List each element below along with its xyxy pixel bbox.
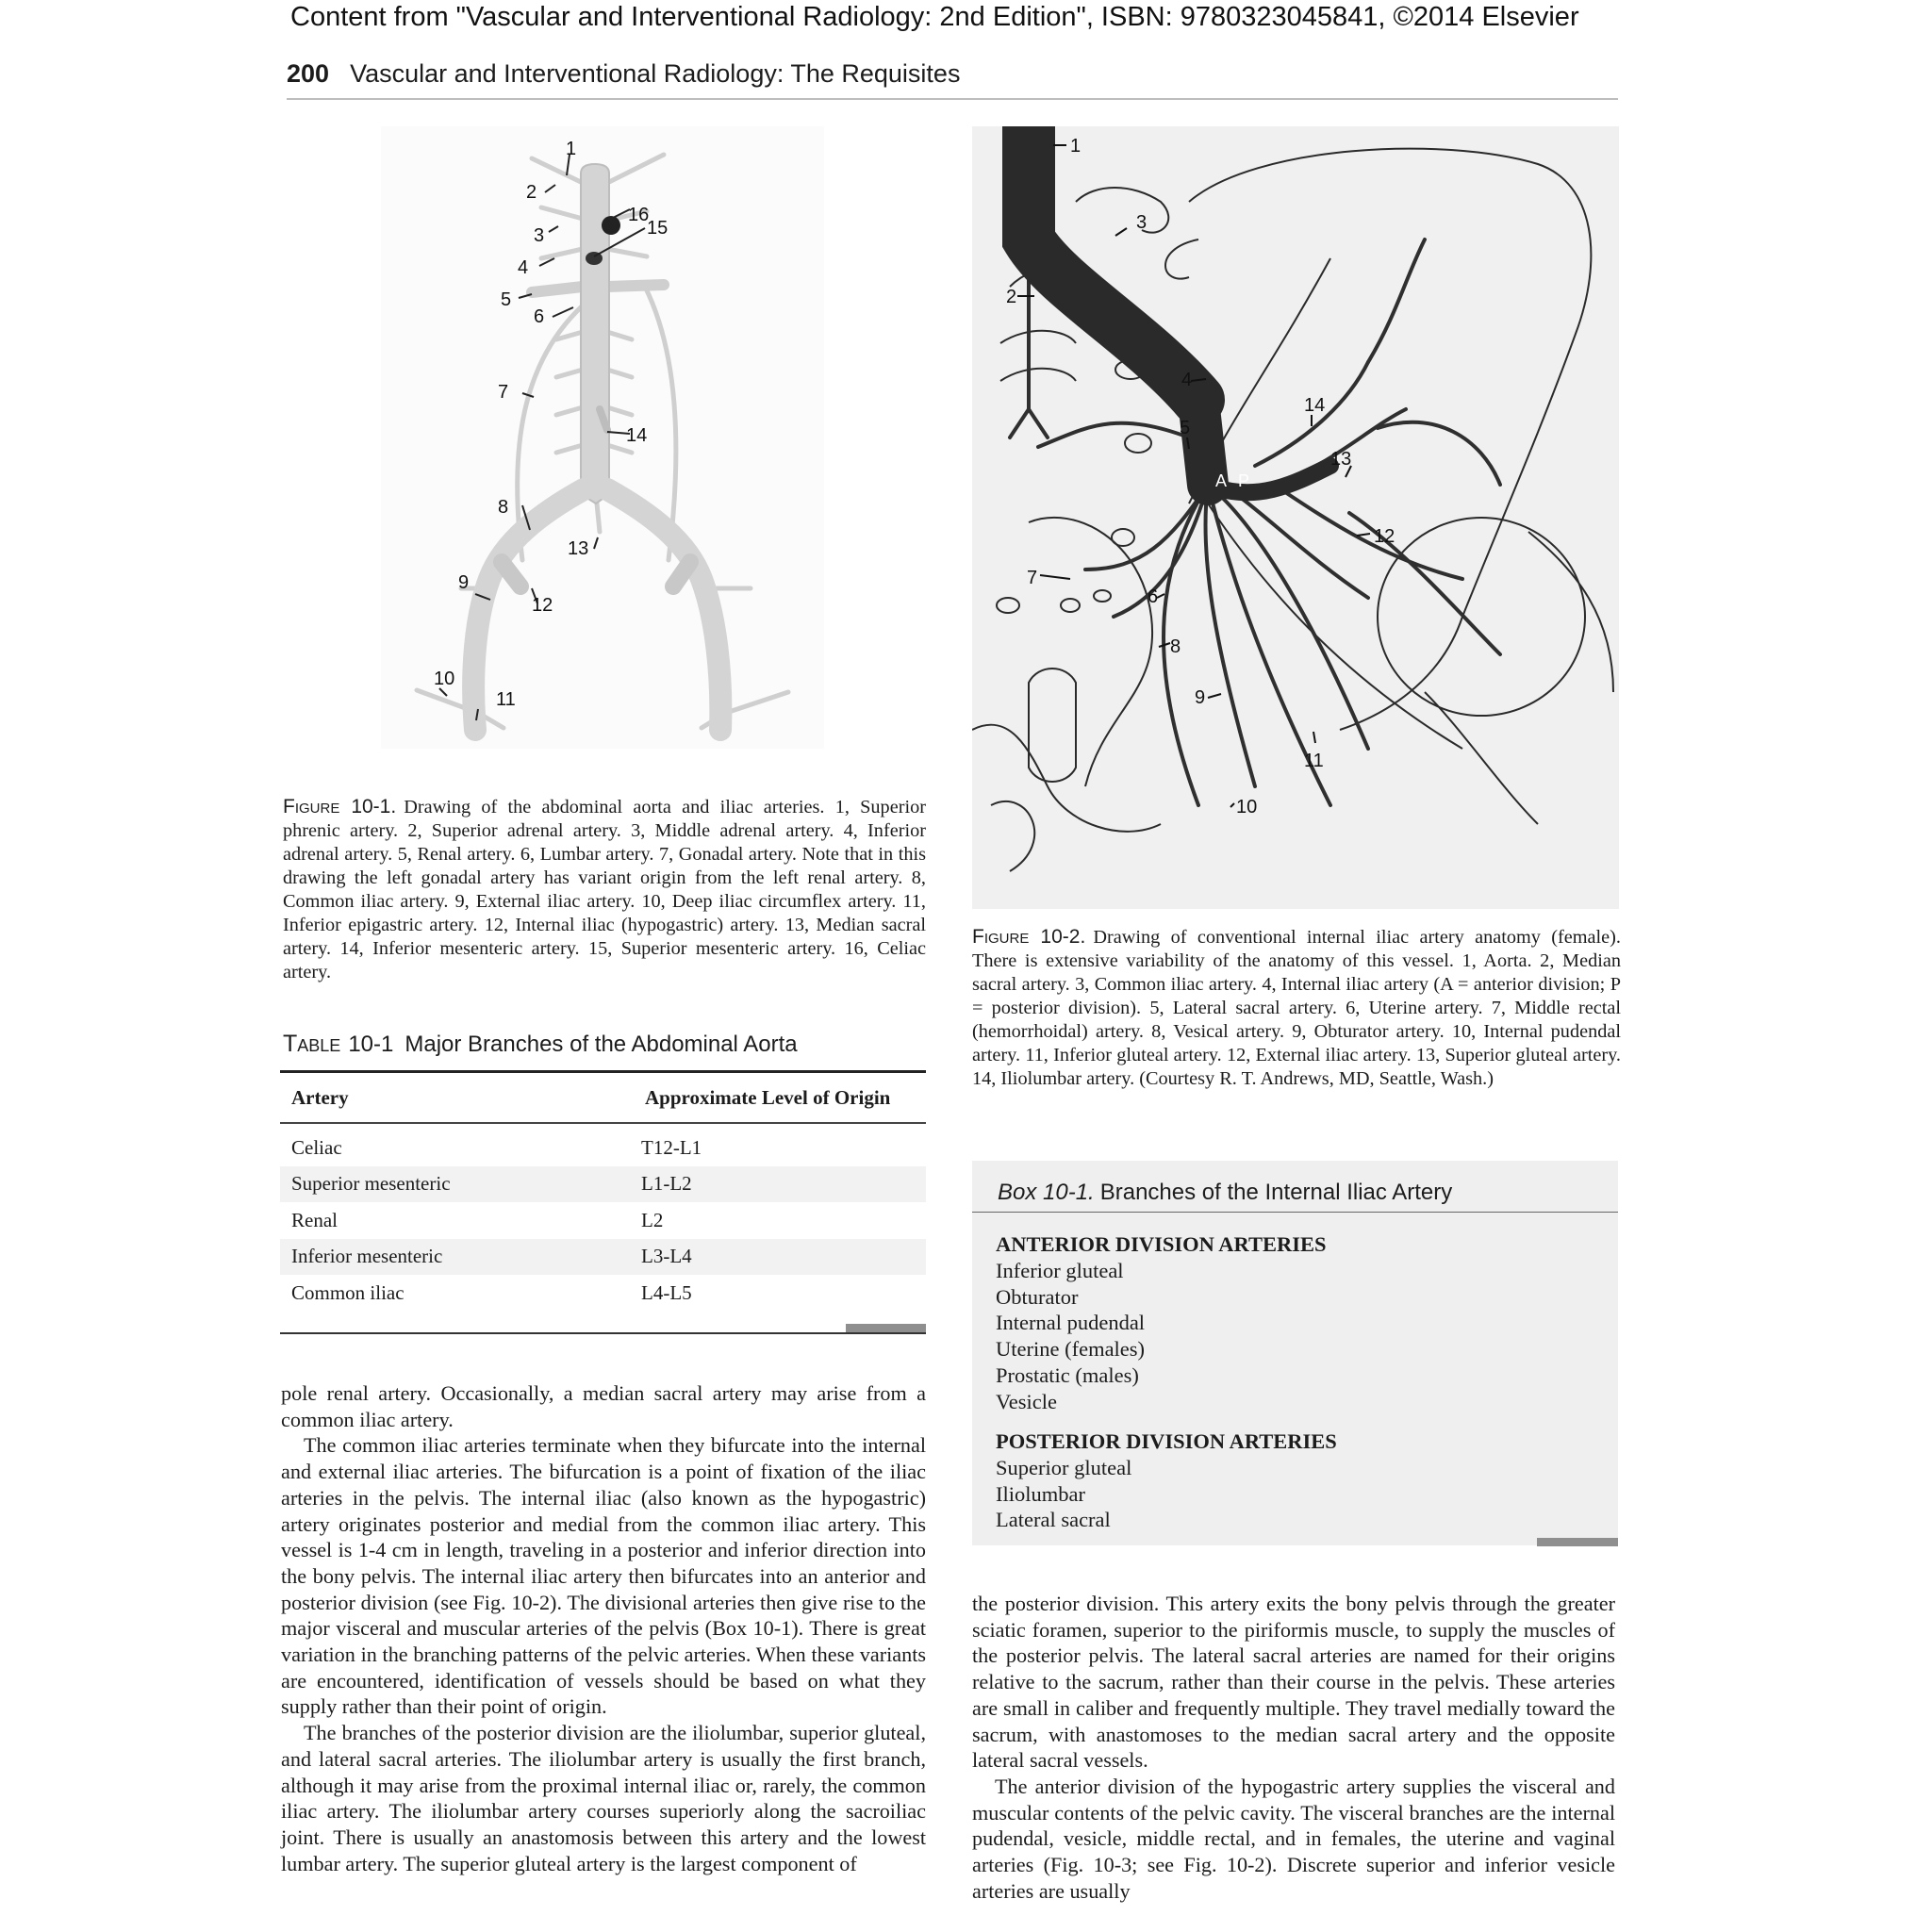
book-title: Vascular and Interventional Radiology: The Requisites xyxy=(350,59,961,88)
fig2-label-7: 7 xyxy=(1027,568,1038,588)
table-bottom-rule xyxy=(280,1332,926,1334)
level-cell: T12-L1 xyxy=(641,1135,702,1159)
fig1-label-2: 2 xyxy=(526,182,537,203)
box-anterior-section xyxy=(996,1231,1327,1415)
body-text-right-column xyxy=(972,1591,1615,1904)
fig1-label-13: 13 xyxy=(568,538,589,559)
figure-10-1-label: Figure 10-1. xyxy=(283,796,397,817)
fig2-label-10: 10 xyxy=(1236,797,1258,817)
box-label: Box 10-1. xyxy=(998,1180,1095,1205)
artery-cell: Common iliac xyxy=(291,1280,405,1304)
table-end-mark xyxy=(846,1324,926,1332)
figure-10-2-caption xyxy=(972,925,1621,1091)
fig1-label-15: 15 xyxy=(647,218,669,239)
fig1-label-4: 4 xyxy=(518,257,529,278)
fig2-label-12: 12 xyxy=(1374,526,1395,547)
fig1-label-3: 3 xyxy=(534,225,545,246)
table-10-1-title xyxy=(283,1031,798,1058)
fig2-label-anterior-division: A xyxy=(1215,471,1228,490)
fig1-label-11: 11 xyxy=(496,689,516,710)
table-row xyxy=(280,1123,926,1166)
page-number: 200 xyxy=(287,59,330,88)
figure-10-2-pelvic-arteries-drawing xyxy=(972,126,1619,909)
figure-10-2-label: Figure 10-2. xyxy=(972,926,1086,948)
body-paragraph: The anterior division of the hypogastric artery supplies the visceral and muscular contents of the pelvic cavity. The visceral branches are the internal pudendal, vesicle, middle rectal, and in females, the uterine and vaginal arteries (Fig. 10-3; see Fig. 10-2). Discrete superior and inferior vesicle arteries are usually xyxy=(972,1774,1615,1903)
box-list-item: Obturator xyxy=(996,1284,1079,1309)
box-list-item: Superior gluteal xyxy=(996,1455,1132,1479)
header-rule xyxy=(287,98,1618,100)
body-text-left-column xyxy=(281,1380,926,1876)
fig1-label-6: 6 xyxy=(534,306,545,327)
fig2-label-1: 1 xyxy=(1070,136,1082,157)
figure-10-1-caption-text: Drawing of the abdominal aorta and iliac arteries. 1, Superior phrenic artery. 2, Superior adrenal artery. 3, Middle adrenal artery. 4, Inferior adrenal artery. 5, Renal artery. 6, Lumbar artery. 7, Gonadal artery. Note that in this drawing the left gonadal artery has variant origin from the left renal artery. 8, Common iliac artery. 9, External iliac artery. 10, Deep iliac circumflex artery. 11, Inferior epigastric artery. 12, Internal iliac (hypogastric) artery. 13, Median sacral artery. 14, Inferior mesenteric artery. 15, Superior mesenteric artery. 16, Celiac artery. xyxy=(283,797,926,983)
table-row xyxy=(280,1202,926,1239)
fig1-label-7: 7 xyxy=(498,382,509,403)
box-list-item: Iliolumbar xyxy=(996,1481,1085,1506)
running-head xyxy=(287,59,960,89)
fig2-label-6: 6 xyxy=(1148,586,1159,607)
fig1-label-9: 9 xyxy=(458,572,470,593)
figure-10-1-aorta-drawing xyxy=(381,126,824,749)
fig2-label-2: 2 xyxy=(1006,287,1017,307)
fig2-label-4: 4 xyxy=(1181,370,1193,390)
fig1-label-5: 5 xyxy=(501,289,512,310)
fig2-label-8: 8 xyxy=(1170,636,1181,657)
artery-cell: Inferior mesenteric xyxy=(280,1239,634,1276)
box-list-item: Lateral sacral xyxy=(996,1508,1111,1532)
body-paragraph: The branches of the posterior division are the iliolumbar, superior gluteal, and lateral sacral arteries. The iliolumbar artery is usually the first branch, although it may arise from the proximal internal iliac or, rarely, the common iliac artery. The iliolumbar artery courses superiorly along the sacroiliac joint. There is usually an anastomosis between this artery and the lowest lumbar artery. The superior gluteal artery is the largest component of xyxy=(281,1721,926,1875)
box-title-text: Branches of the Internal Iliac Artery xyxy=(1099,1180,1453,1205)
fig2-label-13: 13 xyxy=(1330,449,1352,470)
column-header-artery: Artery xyxy=(280,1072,634,1124)
box-list-item: Inferior gluteal xyxy=(996,1258,1124,1282)
box-list-item: Internal pudendal xyxy=(996,1311,1146,1335)
aorta-branches-table xyxy=(280,1070,926,1312)
fig1-label-12: 12 xyxy=(532,595,553,616)
level-cell: L4-L5 xyxy=(641,1280,692,1304)
table-title-text: Major Branches of the Abdominal Aorta xyxy=(405,1032,798,1057)
table-label: Table xyxy=(283,1031,341,1057)
box-anterior-heading: ANTERIOR DIVISION ARTERIES xyxy=(996,1232,1327,1256)
column-header-level: Approximate Level of Origin xyxy=(634,1072,926,1124)
fig2-label-14: 14 xyxy=(1304,395,1326,416)
level-cell: L2 xyxy=(641,1208,664,1231)
box-end-mark xyxy=(1537,1538,1618,1546)
fig2-label-9: 9 xyxy=(1195,687,1206,708)
table-header-row xyxy=(280,1072,926,1124)
table-row xyxy=(280,1275,926,1312)
source-banner: Content from "Vascular and Interventional Radiology: 2nd Edition", ISBN: 9780323045841, ©2014 Elsevier xyxy=(290,2,1579,32)
box-posterior-section xyxy=(996,1428,1337,1533)
fig1-label-8: 8 xyxy=(498,497,509,518)
box-10-1-title xyxy=(998,1180,1452,1206)
table-number: 10-1 xyxy=(348,1032,394,1057)
artery-cell: Superior mesenteric xyxy=(280,1166,634,1203)
body-paragraph: the posterior division. This artery exits the bony pelvis through the greater sciatic foramen, superior to the piriformis muscle, to supply the muscles of the posterior pelvis. The lateral sacral arteries are named for their origins relative to the sacrum, rather than their course in the pelvis. These arteries are small in caliber and frequently multiple. They travel medially toward the sacrum, with anastomoses to the median sacral artery and the opposite lateral sacral vessels. xyxy=(972,1592,1615,1773)
figure-10-1-caption xyxy=(283,795,926,984)
box-list-item: Prostatic (males) xyxy=(996,1362,1139,1387)
fig1-label-14: 14 xyxy=(626,425,648,446)
box-title-rule xyxy=(972,1212,1618,1213)
fig1-label-1: 1 xyxy=(566,139,577,159)
body-paragraph: The common iliac arteries terminate when they bifurcate into the internal and external iliac arteries. The bifurcation is a point of fixation of the iliac arteries in the pelvis. The internal iliac (also known as the hypogastric) artery originates posterior and medial from the common iliac artery. This vessel is 1-4 cm in length, traveling in a posterior and inferior direction into the bony pelvis. The internal iliac artery then bifurcates into an anterior and posterior division (see Fig. 10-2). The divisional arteries then give rise to the major visceral and muscular arteries of the pelvis (Box 10-1). There is great variation in the branching patterns of the pelvic arteries. When these variants are encountered, identification of vessels should be based on what they supply rather than their point of origin. xyxy=(281,1433,926,1719)
fig1-label-10: 10 xyxy=(434,669,455,689)
body-paragraph: pole renal artery. Occasionally, a median sacral artery may arise from a common iliac artery. xyxy=(281,1381,926,1431)
fig1-label-16: 16 xyxy=(628,205,650,225)
artery-cell: Celiac xyxy=(291,1135,342,1159)
box-list-item: Uterine (females) xyxy=(996,1337,1146,1362)
figure-10-2-caption-text: Drawing of conventional internal iliac artery anatomy (female). There is extensive variability of the anatomy of this vessel. 1, Aorta. 2, Median sacral artery. 3, Common iliac artery. 4, Internal iliac artery (A = anterior division; P = posterior division). 5, Lateral sacral artery. 6, Uterine artery. 7, Middle rectal (hemorrhoidal) artery. 8, Vesical artery. 9, Obturator artery. 10, Internal pudendal artery. 11, Inferior gluteal artery. 12, External iliac artery. 13, Superior gluteal artery. 14, Iliolumbar artery. (Courtesy R. T. Andrews, MD, Seattle, Wash.) xyxy=(972,927,1621,1089)
level-cell: L3-L4 xyxy=(634,1239,926,1276)
artery-cell: Renal xyxy=(291,1208,338,1231)
fig2-label-posterior-division: P xyxy=(1238,471,1250,490)
fig2-label-11: 11 xyxy=(1304,751,1324,771)
fig2-label-5: 5 xyxy=(1180,418,1191,438)
table-row xyxy=(280,1166,926,1203)
box-list-item: Vesicle xyxy=(996,1389,1057,1413)
fig2-label-3: 3 xyxy=(1136,212,1148,233)
level-cell: L1-L2 xyxy=(634,1166,926,1203)
box-posterior-heading: POSTERIOR DIVISION ARTERIES xyxy=(996,1429,1337,1453)
table-row xyxy=(280,1239,926,1276)
